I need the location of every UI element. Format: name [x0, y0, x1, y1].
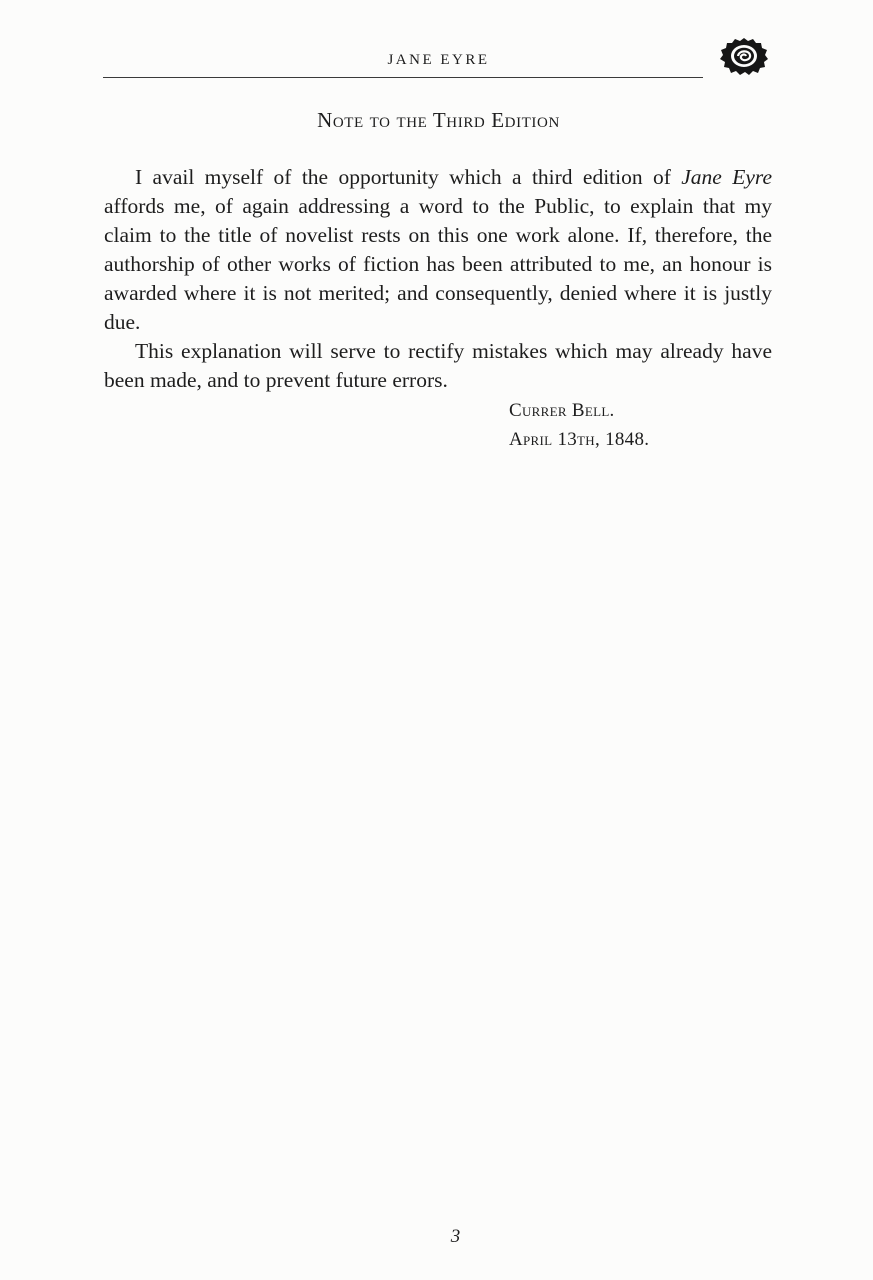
paragraph-1-lead: I avail myself of the opportunity which a third edition of: [135, 165, 682, 189]
paragraph-2: This explanation will serve to rectify mistakes which may already have been made, and to prevent future errors.: [104, 339, 772, 392]
signature-date: April 13th, 1848.: [509, 429, 650, 450]
running-head: JANE EYRE: [387, 52, 490, 68]
paragraph-1-rest: affords me, of again addressing a word to the Public, to explain that my claim to the title of novelist rests on this one work alone. If, therefore, the authorship of other works of fiction has been attributed to me, an honour is awarded where it is not merited; and consequently, denied where it is justly due.: [104, 194, 772, 334]
page-number: 3: [450, 1226, 461, 1247]
publisher-logo-icon: [718, 36, 770, 76]
book-title: Jane Eyre: [681, 165, 773, 189]
body-text: [104, 163, 772, 395]
section-title-lead: Note to the: [317, 108, 433, 132]
paragraph-1: [104, 163, 772, 337]
signature-block: [509, 396, 649, 454]
section-title: [0, 108, 873, 133]
section-title-tail: Third Edition: [432, 108, 560, 132]
header-rule: [103, 77, 703, 78]
signature-name: Currer Bell.: [509, 400, 615, 421]
